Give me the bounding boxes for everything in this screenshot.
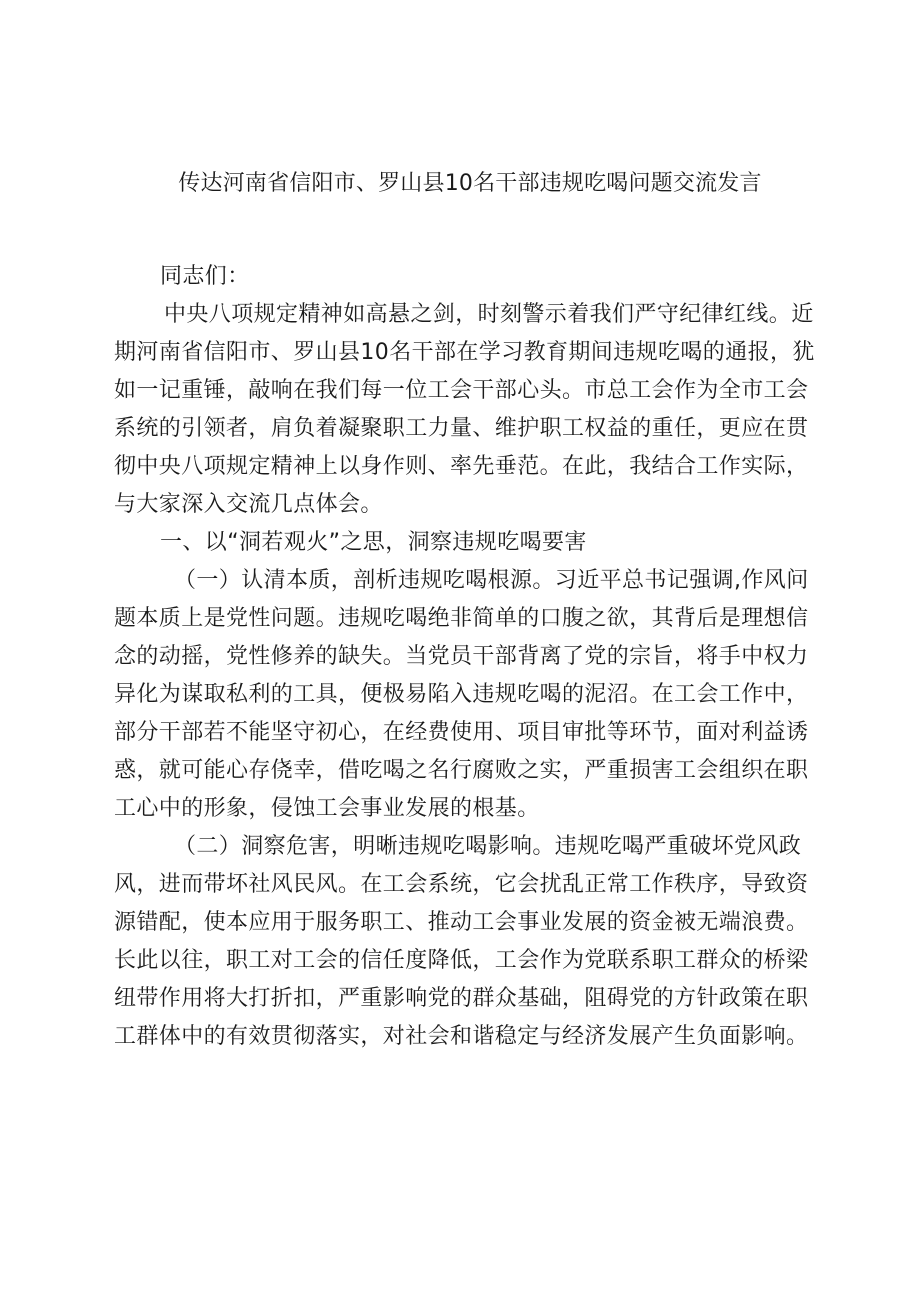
document-body xyxy=(114,258,830,1056)
section-heading-1: 一、以“洞若观火”之思，洞察违规吃喝要害 xyxy=(160,530,587,555)
subsection-2-paragraph: （二）洞察危害，明晰违规吃喝影响。违规吃喝严重破坏党风政风，进而带坏社风民风。在工会系统，它会扰乱正常工作秩序，导致资源错配，使本应用于服务职工、推动工会事业发展的资金被无端浪费。长此以往，职工对工会的信任度降低，工会作为党联系职工群众的桥梁纽带作用将大打折扣，严重影响党的群众基础，阻碍党的方针政策在职工群体中的有效贯彻落实，对社会和谐稳定与经济发展产生负面影响。 xyxy=(114,834,809,1049)
salutation: 同志们： xyxy=(160,264,250,289)
document-title: 传达河南省信阳市、罗山县10名干部违规吃喝问题交流发言 xyxy=(178,171,762,196)
intro-paragraph: 中央八项规定精神如高悬之剑，时刻警示着我们严守纪律红线。近期河南省信阳市、罗山县10名干部在学习教育期间违规吃喝的通报，犹如一记重锤，敲响在我们每一位工会干部心头。市总工会作为全市工会系统的引领者，肩负着凝聚职工力量、维护职工权益的重任，更应在贯彻中央八项规定精神上以身作则、率先垂范。在此，我结合工作实际，与大家深入交流几点体会。 xyxy=(114,302,815,517)
subsection-1-paragraph: （一）认清本质，剖析违规吃喝根源。习近平总书记强调,作风问题本质上是党性问题。违规吃喝绝非简单的口腹之欲，其背后是理想信念的动摇，党性修养的缺失。当党员干部背离了党的宗旨，将手中权力异化为谋取私利的工具，便极易陷入违规吃喝的泥沼。在工会工作中，部分干部若不能坚守初心，在经费使用、项目审批等环节，面对利益诱惑，就可能心存侥幸，借吃喝之名行腐败之实，严重损害工会组织在职工心中的形象，侵蚀工会事业发展的根基。 xyxy=(114,568,809,821)
